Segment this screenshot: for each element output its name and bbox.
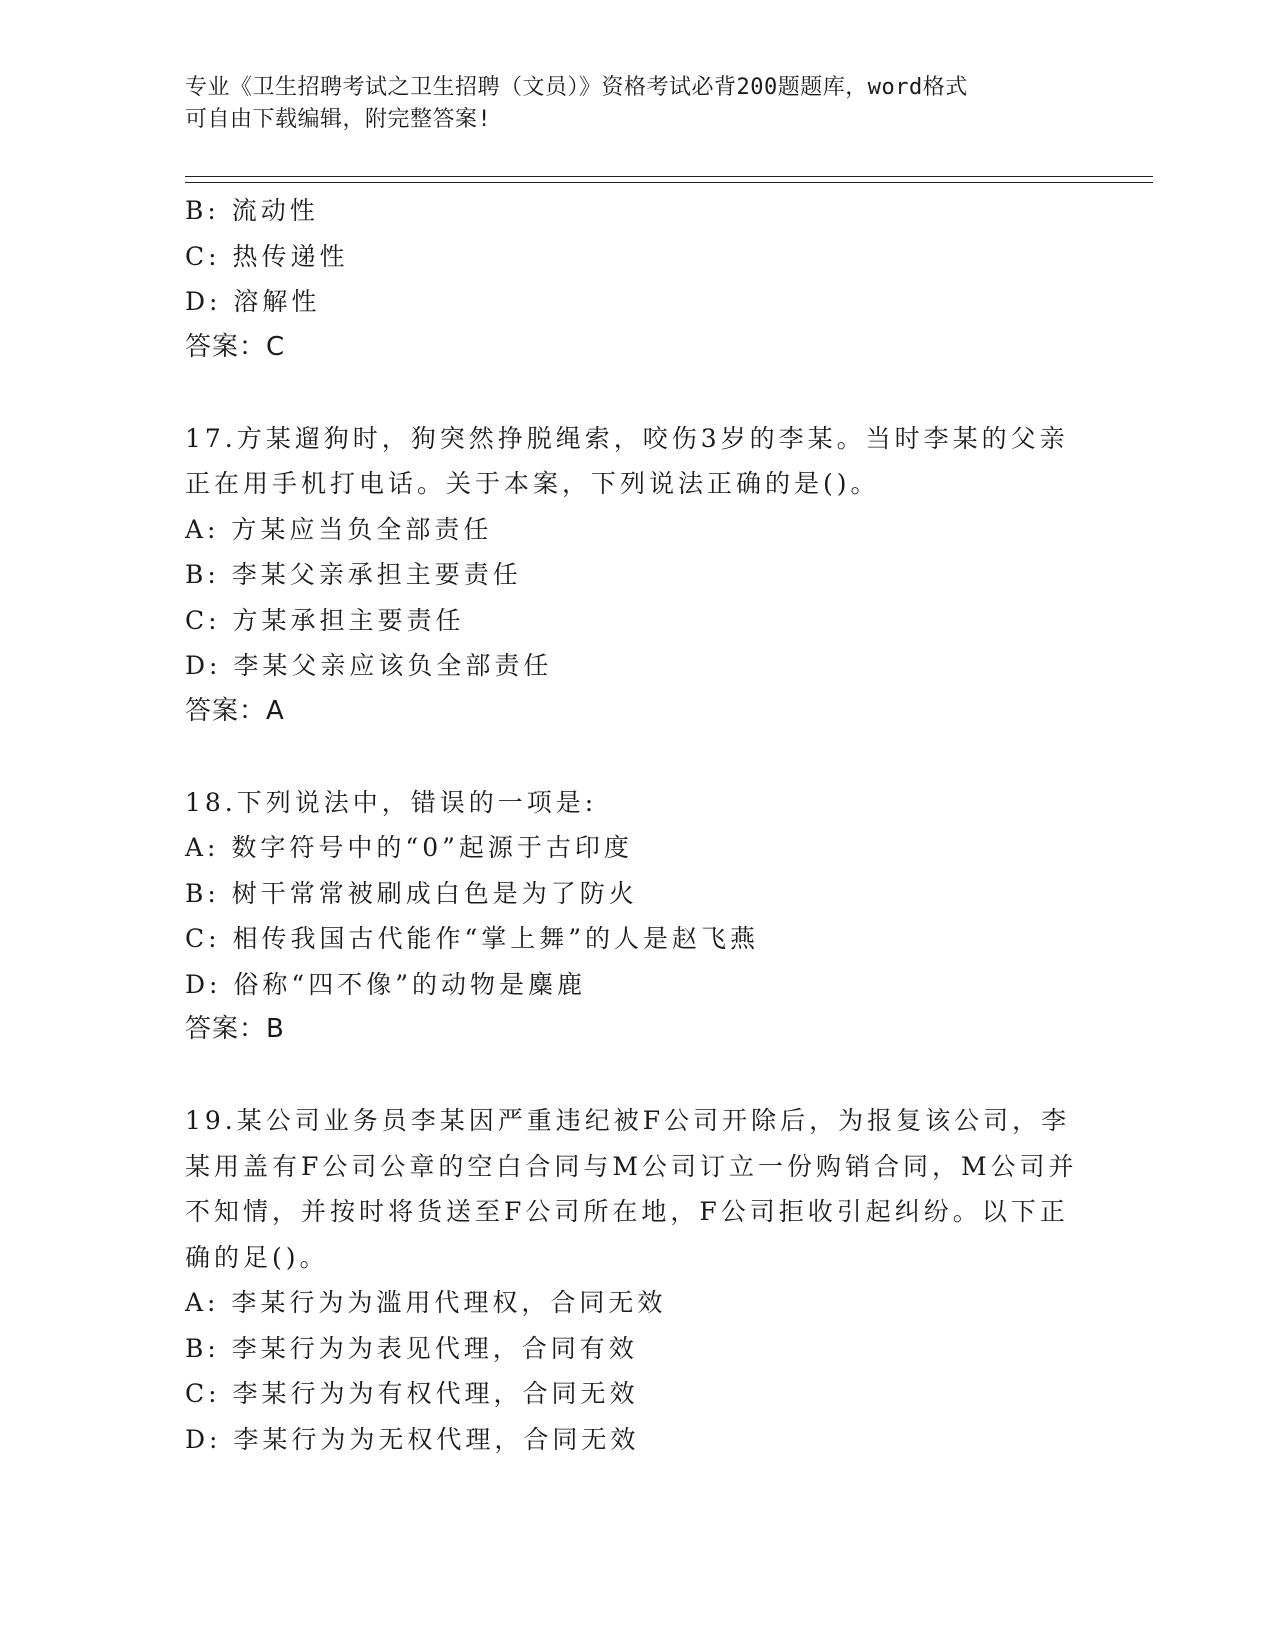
option-b: B: 树干常常被刷成白色是为了防火 (185, 878, 638, 908)
question-17 (185, 416, 1085, 735)
header-title-line-2: 可自由下载编辑，附完整答案! (185, 107, 492, 132)
question-stem-line: 18.下列说法中，错误的一项是: (185, 787, 598, 817)
option-c: C: 热传递性 (185, 241, 349, 271)
document-header (185, 72, 1065, 136)
question-stem-line: 某用盖有F公司公章的空白合同与M公司订立一份购销合同，M公司并 (185, 1151, 1078, 1181)
answer-line: 答案：A (185, 695, 285, 726)
option-d: D: 李某父亲应该负全部责任 (185, 651, 553, 680)
spacer (185, 1053, 1085, 1099)
question-16-tail (185, 188, 1085, 370)
answer-line: 答案：C (185, 331, 286, 362)
option-a: A: 数字符号中的“0”起源于古印度 (185, 833, 633, 862)
question-19 (185, 1098, 1085, 1462)
option-b: B: 流动性 (185, 196, 319, 225)
question-list (185, 188, 1085, 1462)
question-stem-line: 正在用手机打电话。关于本案，下列说法正确的是()。 (185, 469, 880, 498)
option-d: D: 溶解性 (185, 287, 321, 316)
option-d: D: 李某行为为无权代理，合同无效 (185, 1424, 640, 1454)
question-stem-line: 19.某公司业务员李某因严重违纪被F公司开除后，为报复该公司，李 (185, 1106, 1071, 1135)
spacer (185, 370, 1085, 416)
answer-line: 答案：B (185, 1014, 285, 1044)
option-b: B: 李某行为为表见代理，合同有效 (185, 1333, 638, 1363)
option-c: C: 李某行为为有权代理，合同无效 (185, 1379, 639, 1408)
option-c: C: 相传我国古代能作“掌上舞”的人是赵飞燕 (185, 924, 760, 953)
question-stem-line: 确的足()。 (185, 1242, 329, 1272)
spacer (185, 734, 1085, 780)
option-c: C: 方某承担主要责任 (185, 605, 465, 635)
header-title-line-1: 专业《卫生招聘考试之卫生招聘（文员）》资格考试必背200题题库，word格式 (185, 75, 968, 100)
question-18 (185, 780, 1085, 1053)
question-stem-line: 不知情，并按时将货送至F公司所在地，F公司拒收引起纠纷。以下正 (185, 1197, 1069, 1226)
header-divider-top (185, 176, 1153, 177)
question-stem-line: 17.方某遛狗时，狗突然挣脱绳索，咬伤3岁的李某。当时李某的父亲 (185, 423, 1069, 453)
option-a: A: 方某应当负全部责任 (185, 514, 493, 544)
option-a: A: 李某行为为滥用代理权，合同无效 (185, 1288, 667, 1317)
option-b: B: 李某父亲承担主要责任 (185, 560, 522, 589)
header-divider-bottom (185, 182, 1153, 183)
option-d: D: 俗称“四不像”的动物是麋鹿 (185, 969, 586, 999)
